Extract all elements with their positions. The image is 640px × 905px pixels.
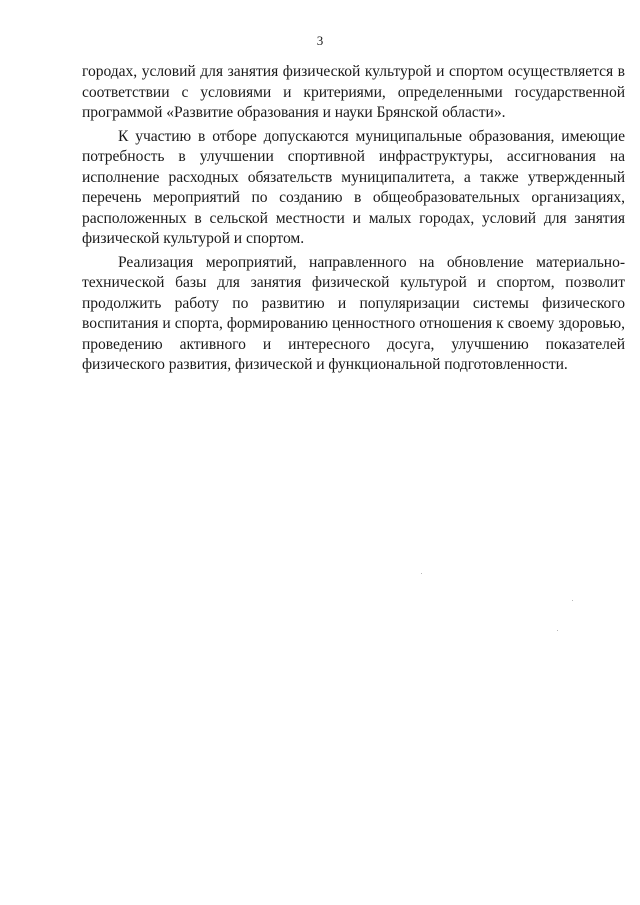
- document-body: [82, 62, 625, 379]
- page-number: 3: [316, 33, 324, 48]
- paragraph-selection-eligibility: К участию в отборе допускаются муниципальные образования, имеющие потребность в улучшении спортивной инфраструктуры, ассигнования на исполнение расходных обязательств муниципалитета, а также утвержденный перечень мероприятий по созданию в общеобразовательных организациях, расположенных в сельской местности и малых городах, условий для занятия физической культурой и спортом.: [82, 127, 625, 247]
- paragraph-continuation: городах, условий для занятия физической культурой и спортом осуществляется в соответствии с условиями и критериями, определенными государственной программой «Развитие образования и науки Брянской области».: [82, 63, 625, 121]
- scan-speck: [421, 573, 422, 574]
- scan-speck: [557, 630, 558, 631]
- paragraph-implementation-outcomes: Реализация мероприятий, направленного на обновление материально-технической базы для занятия физической культурой и спортом, позволит продолжить работу по развитию и популяризации системы физического воспитания и спорта, формированию ценностного отношения к своему здоровью, проведению активного и интересного досуга, улучшению показателей физического развития, физической и функциональной подготовленности.: [82, 253, 625, 373]
- scan-speck: [572, 600, 573, 601]
